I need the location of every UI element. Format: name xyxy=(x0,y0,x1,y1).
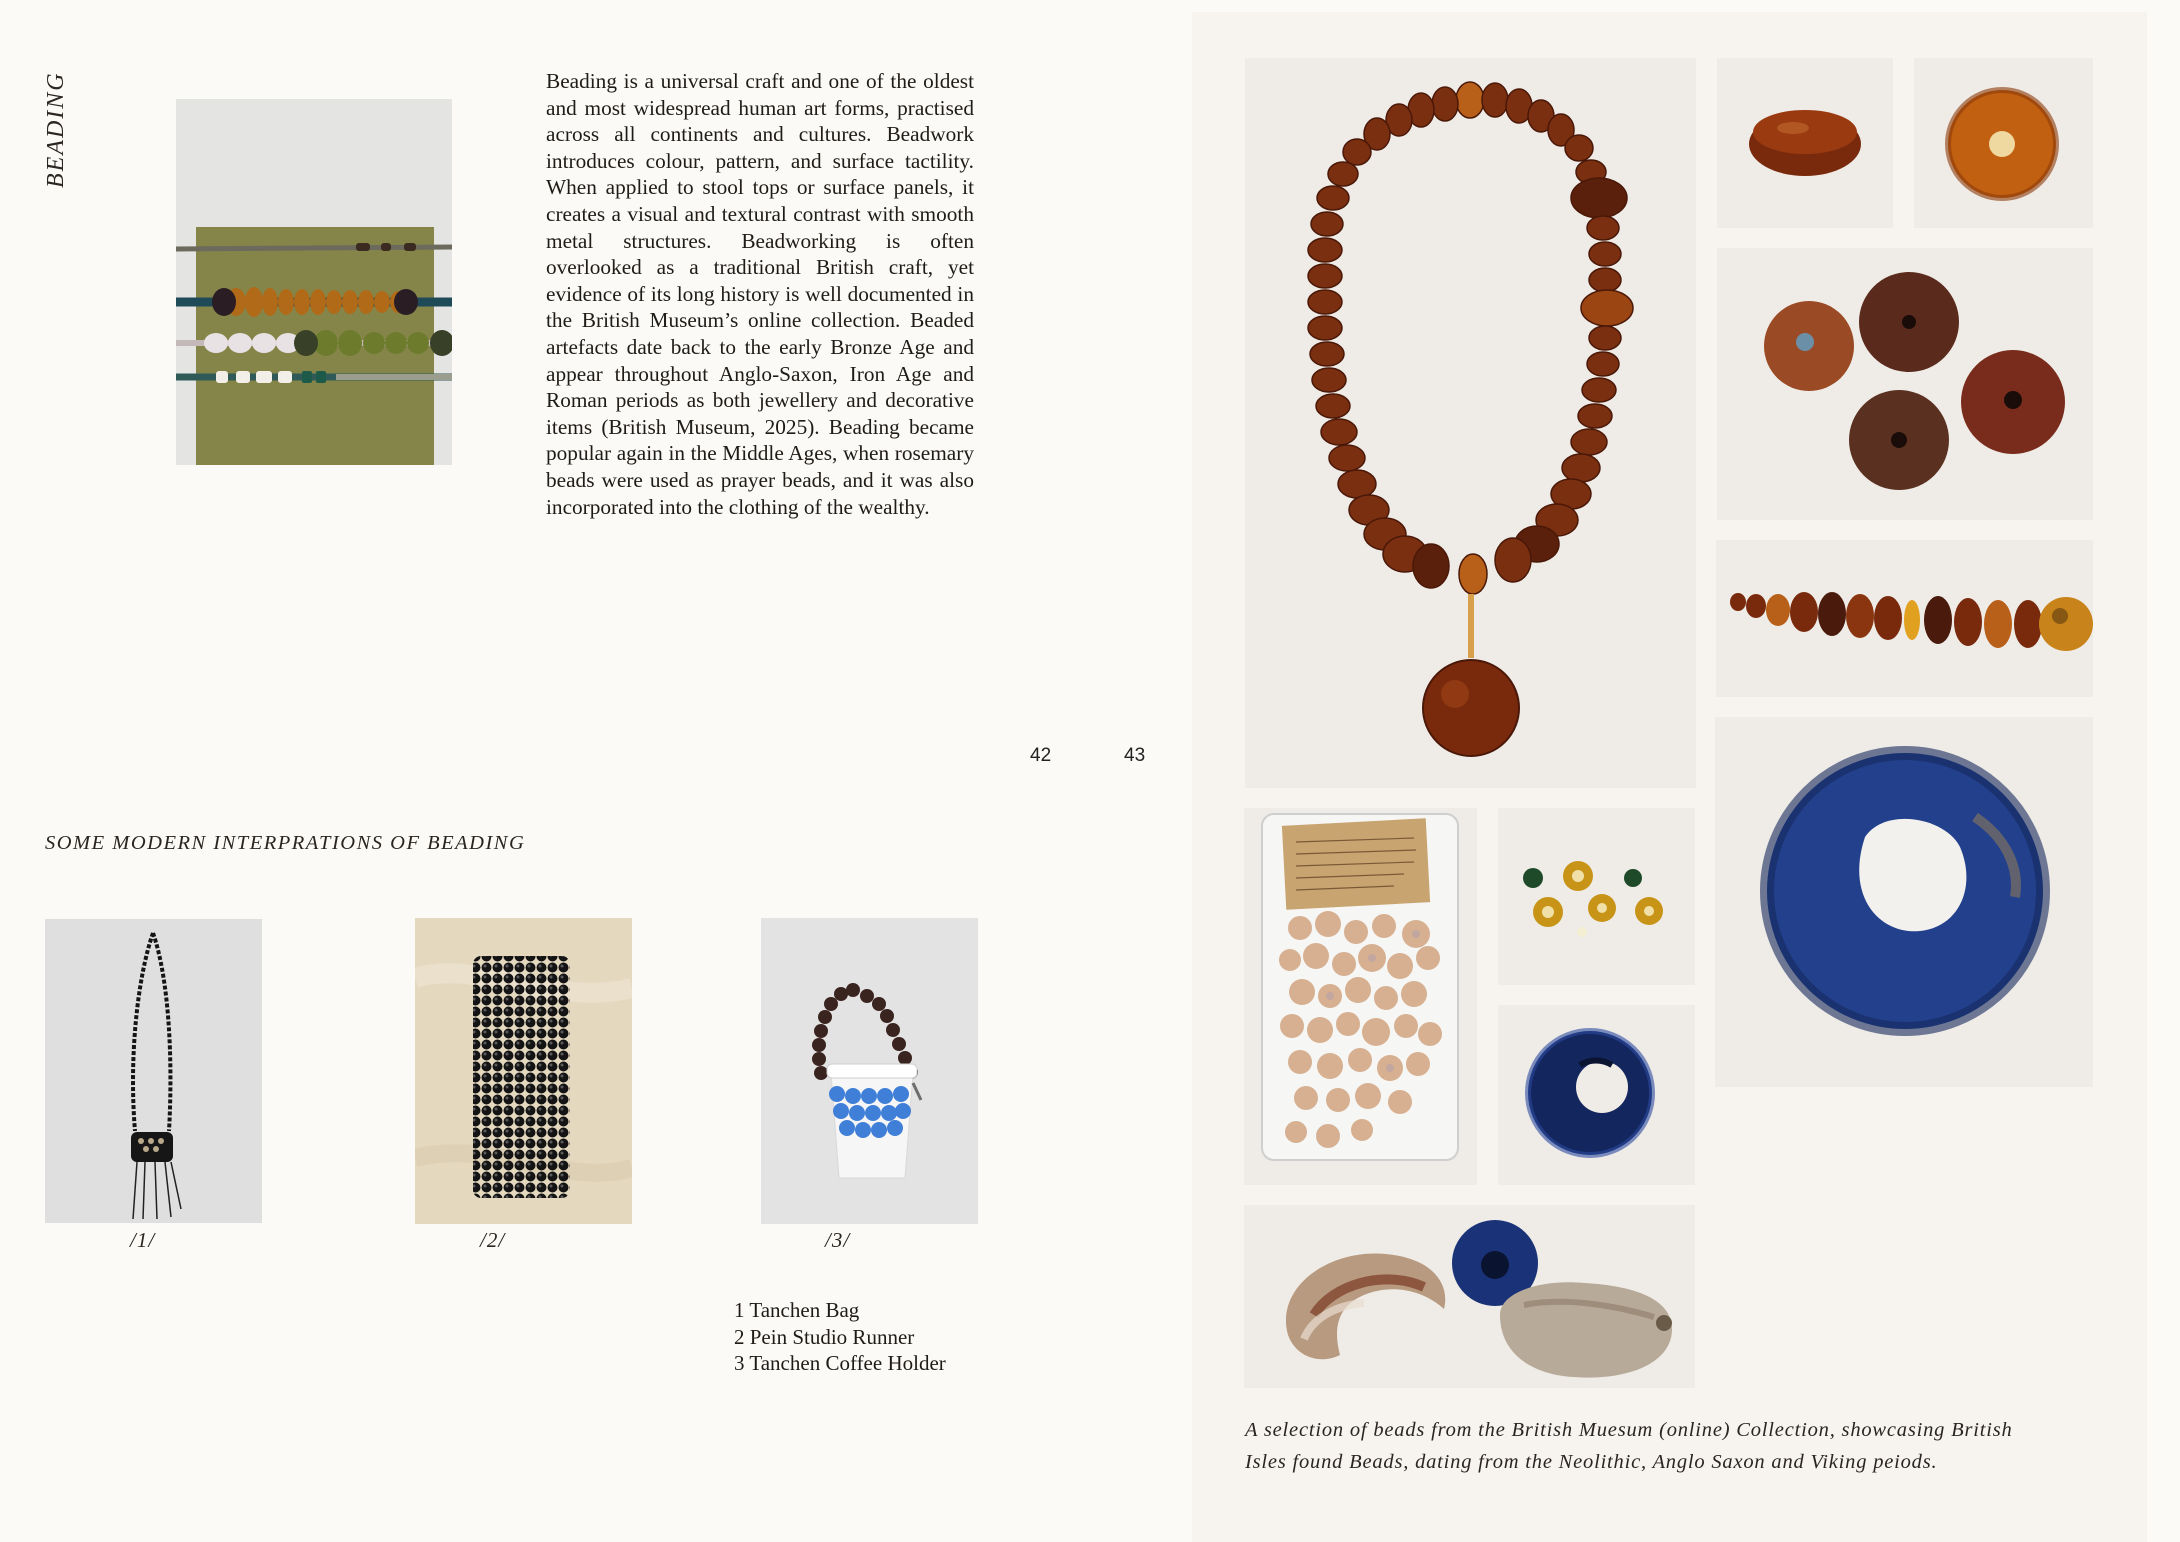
legend-item-3: 3 Tanchen Coffee Holder xyxy=(734,1351,946,1375)
tanchen-coffee-holder-photo xyxy=(761,918,978,1224)
body-text: Beading is a universal craft and one of the oldest and most widespread human art forms, practised across all continents and cultures. Beadwork introduces colour, pattern, and surface tactility. When applied to stool tops or surface panels, it creates a visual and textural contrast with smooth metal structures. Beadworking is often overlooked as a traditional British craft, yet evidence of its long history is well documented in the British Museum’s online collection. Beaded artefacts date back to the early Bronze Age and appear throughout Anglo-Saxon, Iron Age and Roman periods as both jewellery and decorative items (British Museum, 2025). Beading became popular again in the Middle Ages, when rosemary beads were used as prayer beads, and it was also incorporated into the clothing of the wealthy. xyxy=(546,69,974,519)
right-page-caption xyxy=(1245,1414,2075,1478)
legend-item-2: 2 Pein Studio Runner xyxy=(734,1324,915,1349)
caption-line-1: A selection of beads from the British Muesum (online) Collection, showcasing British xyxy=(1245,1419,2013,1441)
figure-label-3: /3/ xyxy=(825,1228,851,1252)
bead-strand-photo xyxy=(1716,540,2093,697)
beading-samples-photo xyxy=(176,99,452,465)
tanchen-bag-photo xyxy=(45,919,262,1223)
sub-heading: SOME MODERN INTERPRATIONS OF BEADING xyxy=(45,832,526,854)
caption-line-2: Isles found Beads, dating from the Neolithic, Anglo Saxon and Viking peiods. xyxy=(1245,1451,1938,1473)
stone-beads-photo xyxy=(1244,1205,1695,1388)
clay-beads-bag-photo xyxy=(1244,808,1477,1185)
legend-item-1: 1 Tanchen Bag xyxy=(734,1298,860,1322)
amber-bead-photo-2 xyxy=(1914,58,2093,228)
figure-label-2: /2/ xyxy=(480,1228,506,1252)
figure-label-1: /1/ xyxy=(130,1228,156,1252)
figure-legend xyxy=(734,1297,1034,1377)
page-number-right: 43 xyxy=(1124,745,1146,766)
section-label: BEADING xyxy=(43,71,69,188)
page-number-left: 42 xyxy=(1030,745,1052,766)
amber-necklace-photo xyxy=(1245,58,1696,788)
pein-studio-runner-photo xyxy=(415,918,632,1224)
five-beads-photo xyxy=(1717,248,2093,520)
dark-blue-bead-photo xyxy=(1498,1005,1695,1185)
glass-beads-photo xyxy=(1498,808,1695,985)
blue-ring-bead-photo xyxy=(1715,717,2093,1087)
amber-bead-photo-1 xyxy=(1717,58,1893,228)
